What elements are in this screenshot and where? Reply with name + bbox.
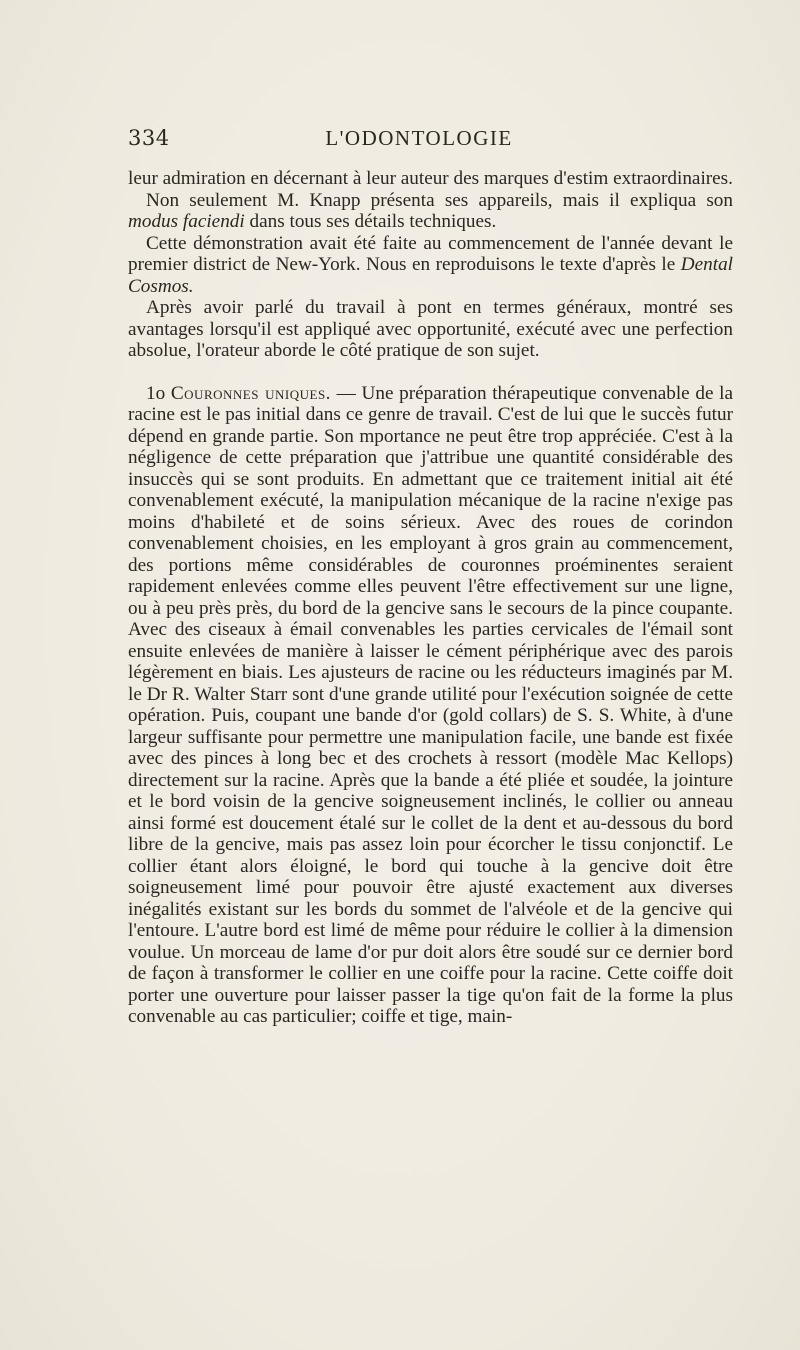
paragraph-1: leur admiration en décernant à leur auteur des marques d'estim extraordinaires. <box>128 168 733 189</box>
paragraph-3 <box>128 233 733 298</box>
section-title: Couronnes uniques. <box>170 382 331 404</box>
running-title: L'ODONTOLOGIE <box>325 126 513 150</box>
paragraph-2 <box>128 190 733 233</box>
paragraph-2-end: dans tous ses détails techniques. <box>244 211 497 232</box>
section-body: — Une préparation thérapeutique convenable de la racine est le pas initial dans ce genre de travail. C'est de lui que le succès futur dépend en grande partie. Son mportance ne peut être trop appréciée. C'est à la négligence de cette préparation que j'attribue une quantité considérable des insuccès qui se sont produits. En admettant que ce traitement initial ait été convenablement exécuté, la manipulation mécanique de la racine n'exige pas moins d'habileté et de soins sérieux. Avec des roues de corindon convenablement choisies, en les employant à gros grain au commencement, des portions même considérables de couronnes proéminentes seraient rapidement enlevées comme elles peuvent l'être effectivement sur une ligne, ou à peu près près, du bord de la gencive sans le secours de la pince coupante. Avec des ciseaux à émail convenables les parties cervicales de l'émail sont ensuite enlevées de manière à laisser le cément périphérique avec des parois légèrement en biais. Les ajusteurs de racine ou les réducteurs imaginés par M. le Dr R. Walter Starr sont d'une grande utilité pour l'exécution soignée de cette opération. Puis, coupant une bande d'or (gold collars) de S. S. White, à d'une largeur suffisante pour permettre une manipulation facile, une bande est fixée avec des pinces à long bec et des crochets à ressort (modèle Mac Kellops) directement sur la racine. Après que la bande a été pliée et soudée, la jointure et le bord voisin de la gencive soigneusement inclinés, le collier ou anneau ainsi formé est doucement étalé sur le collet de la dent et au-dessous du bord libre de la gencive, mais pas assez loin pour écorcher le tissu conjonctif. Le collier étant alors éloigné, le bord qui touche à la gencive doit être soigneusement limé pour pouvoir être ajusté exactement aux diverses inégalités existant sur les bords du sommet de l'alvéole et de la gencive qui l'entoure. L'autre bord est limé de même pour réduire le collier à la dimension voulue. Un morceau de lame d'or pur doit alors être soudé sur ce dernier bord de façon à transformer le collier en une coiffe pour la racine. Cette coiffe doit porter une ouverture pour laisser passer la tige qu'on fait de la forme la plus convenable au cas particulier; coiffe et tige, main- <box>128 382 733 1027</box>
body-text <box>128 168 733 1028</box>
paragraph-2-italic: modus faciendi <box>128 211 245 232</box>
page-number: 334 <box>128 126 170 150</box>
section-number: 1o <box>146 382 166 404</box>
section-couronnes-uniques <box>128 383 733 1028</box>
page-header <box>128 126 710 156</box>
paragraph-2-start: Non seulement M. Knapp présenta ses appareils, mais il expliqua son <box>146 189 733 211</box>
paragraph-4: Après avoir parlé du travail à pont en termes généraux, montré ses avantages lorsqu'il est appliqué avec opportunité, exécuté avec une perfection absolue, l'orateur aborde le côté pratique de son sujet. <box>128 297 733 361</box>
paragraph-3-italic: Dental Cosmos. <box>128 254 733 297</box>
paragraph-3-start: Cette démonstration avait été faite au commencement de l'année devant le premier district de New-York. Nous en reproduisons le texte d'après le <box>128 232 733 275</box>
